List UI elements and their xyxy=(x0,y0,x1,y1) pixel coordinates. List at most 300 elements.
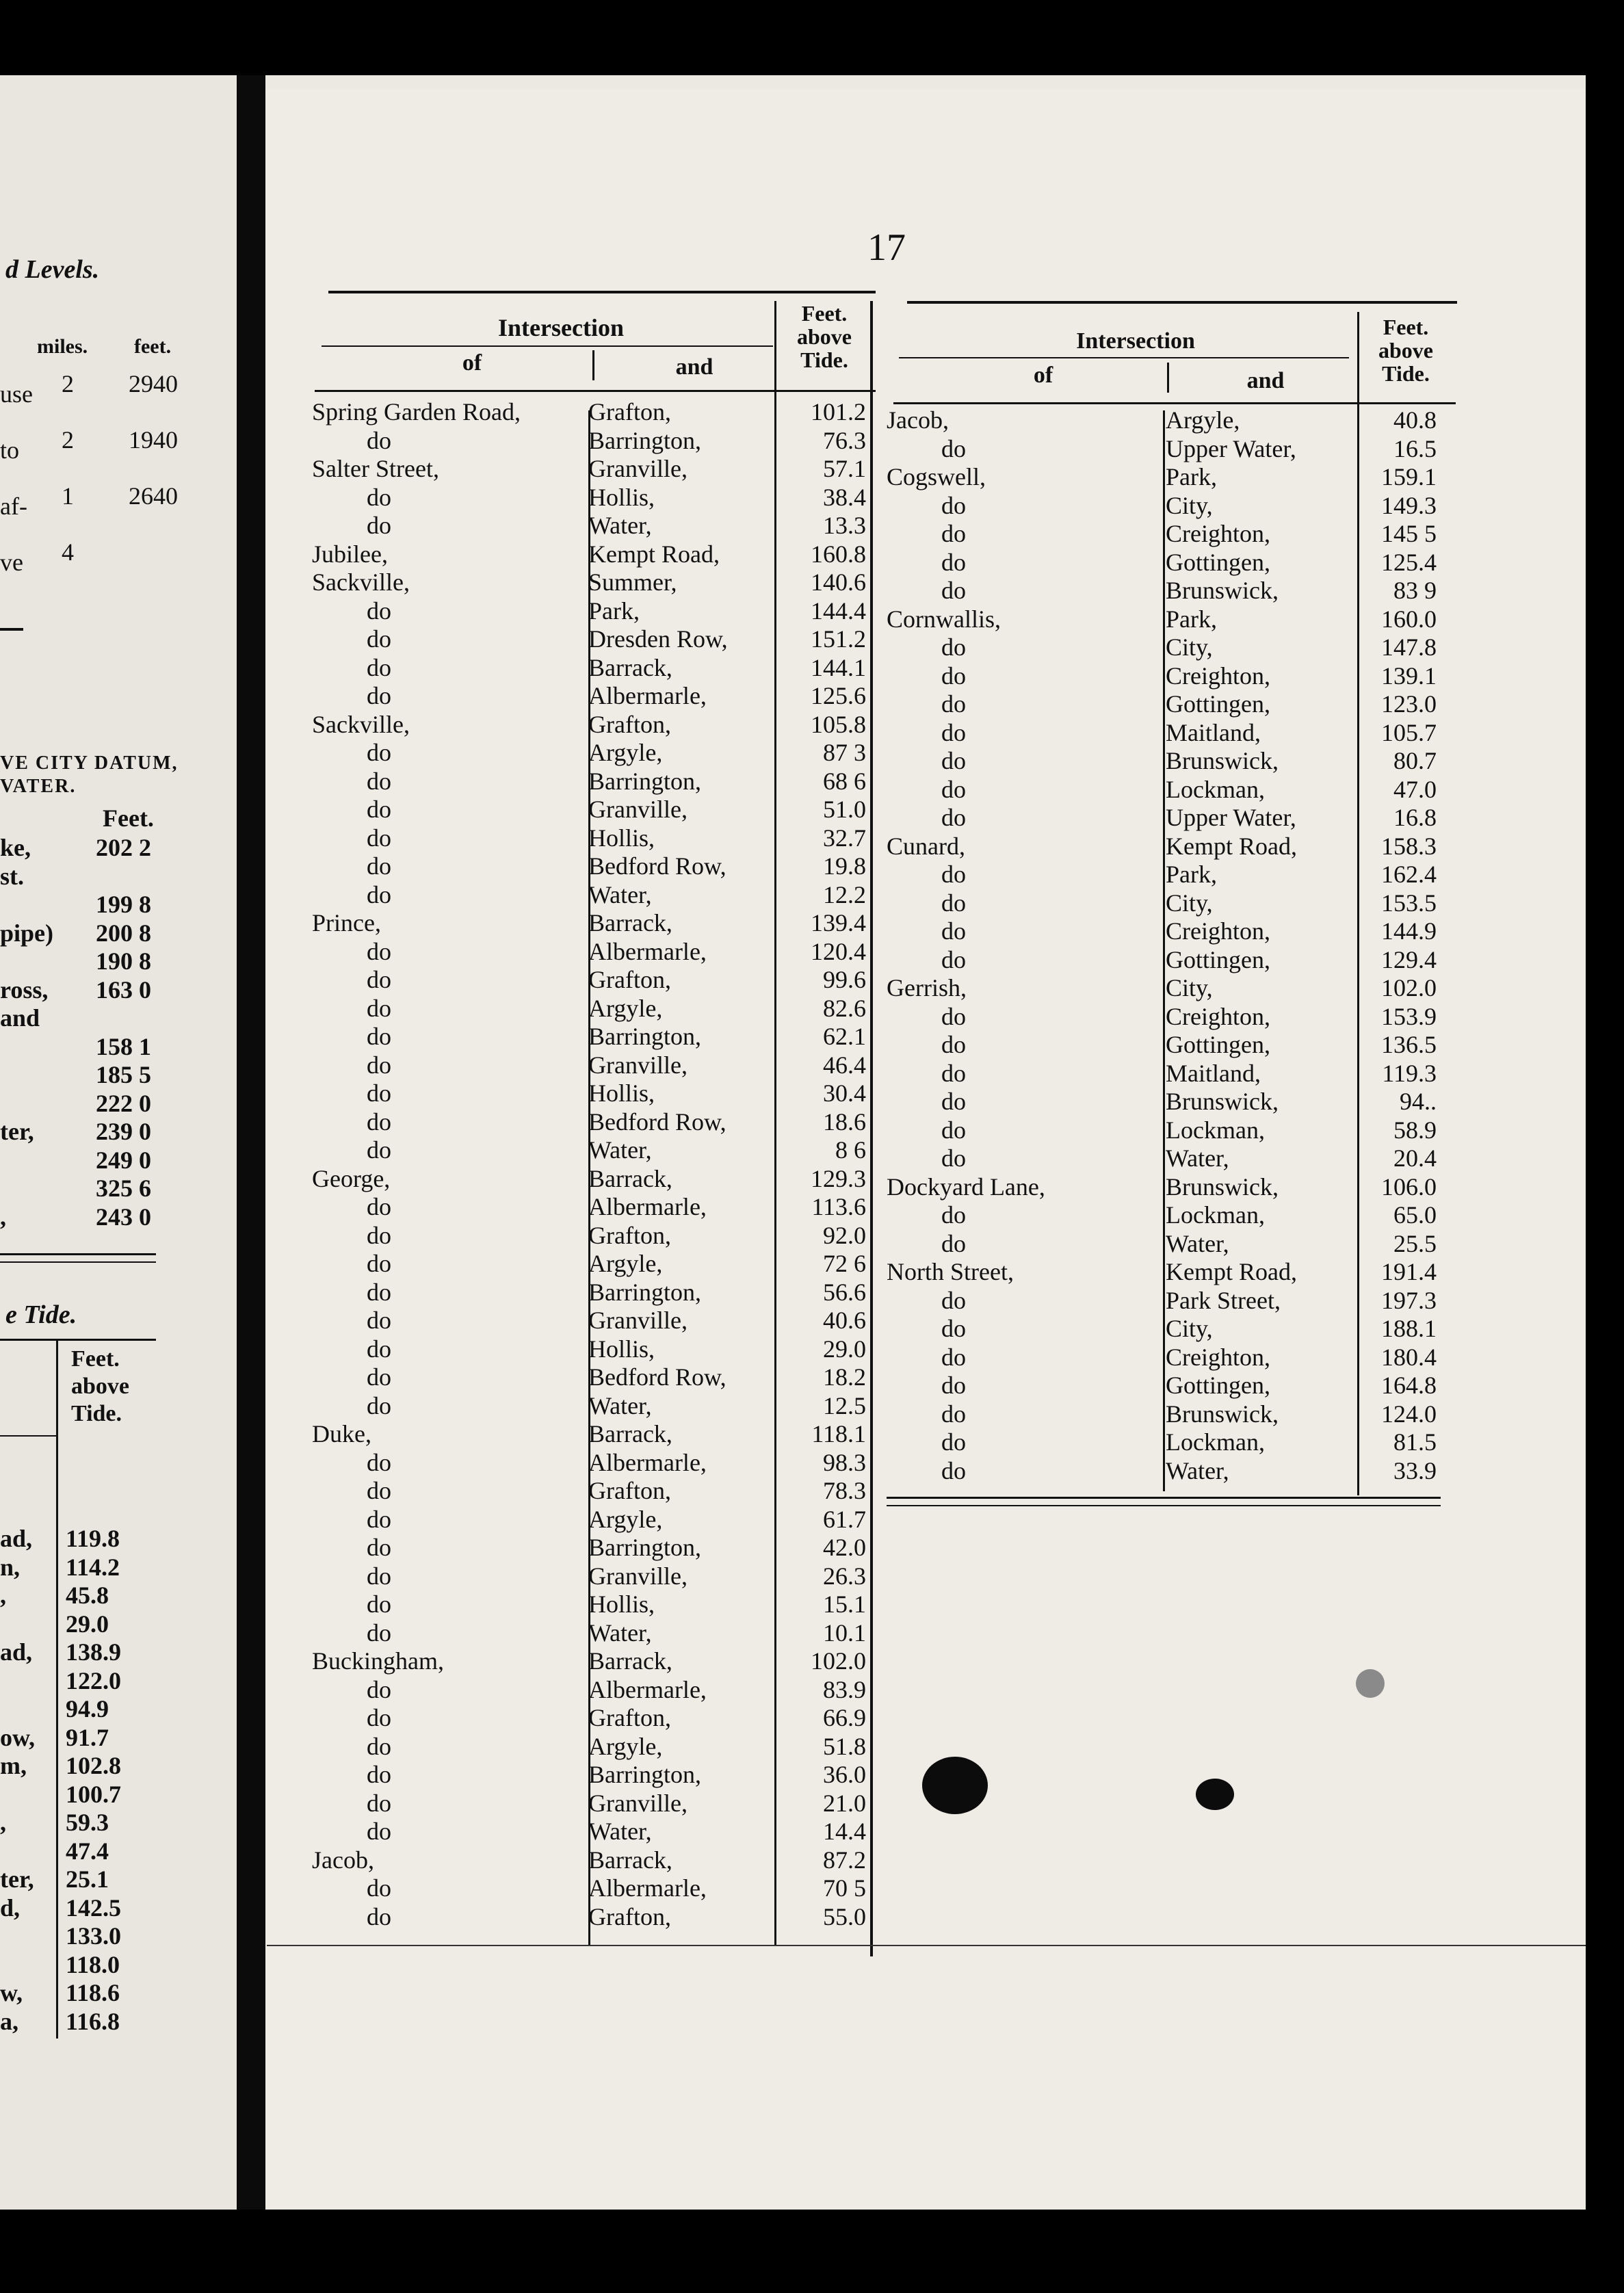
left-mid-cell: ke, xyxy=(0,834,31,861)
left-mid-cell: 239 0 xyxy=(96,1118,151,1145)
table2-and-cell: Water, xyxy=(1166,1144,1229,1172)
table2-value-cell: 160.0 xyxy=(1381,605,1437,633)
table1-value-cell: 99.6 xyxy=(823,966,866,993)
table1-value-cell: 139.4 xyxy=(811,909,866,936)
table1-of-cell: do xyxy=(367,767,391,795)
table1-of-column xyxy=(312,398,521,1931)
table2-value-cell: 58.9 xyxy=(1393,1116,1437,1144)
table2-value-cell: 159.1 xyxy=(1381,463,1437,490)
table1-and-cell: Hollis, xyxy=(588,1335,655,1363)
table1-value-cell: 21.0 xyxy=(823,1789,866,1817)
left-top-cell: ve xyxy=(0,549,23,576)
table2-of-cell: Gerrish, xyxy=(887,974,967,1001)
table1-value-cell: 83.9 xyxy=(823,1675,866,1703)
table1-value-cell: 92.0 xyxy=(823,1221,866,1249)
table2-and-cell: Gottingen, xyxy=(1166,1031,1270,1058)
table2-and-cell: City, xyxy=(1166,633,1213,661)
table2-and-divider xyxy=(1163,410,1165,1491)
table1-of-cell: do xyxy=(367,880,391,908)
left-top-cell: 2 xyxy=(62,370,74,397)
left-mid-cell: 185 5 xyxy=(96,1061,151,1088)
left-tide-header-line: above xyxy=(71,1374,129,1399)
table2-value-cell: 139.1 xyxy=(1381,661,1437,690)
table1-value-cell: 38.4 xyxy=(823,483,866,511)
stain-spot xyxy=(1356,1669,1385,1698)
left-bottom-cell: 59.3 xyxy=(66,1809,109,1836)
left-bottom-cell: 45.8 xyxy=(66,1582,109,1609)
table1-header-divider xyxy=(592,350,594,380)
table1-and-cell: Albermarle, xyxy=(588,937,707,965)
table1-of-cell: do xyxy=(367,1051,391,1079)
table2-of-cell: do xyxy=(941,718,966,746)
table1-value-cell: 118.1 xyxy=(811,1420,866,1447)
table1-value-cell: 144.1 xyxy=(811,653,866,681)
left-top-cell: af- xyxy=(0,493,27,520)
table1-of-cell: do xyxy=(367,1732,391,1760)
table1-value-cell: 160.8 xyxy=(811,540,866,568)
table2-value-cell: 162.4 xyxy=(1381,861,1437,888)
table2-of-cell: North Street, xyxy=(887,1258,1014,1285)
table2-and-cell: Park, xyxy=(1166,463,1217,490)
left-mid-cell: st. xyxy=(0,862,24,890)
left-bottom-cell: 142.5 xyxy=(66,1894,121,1922)
table2-of-cell: do xyxy=(941,1031,966,1058)
table2-value-divider xyxy=(1357,312,1359,1495)
table2-value-cell: 153.5 xyxy=(1381,889,1437,917)
table2-of-cell: Cunard, xyxy=(887,832,965,860)
table2-of-cell: Cornwallis, xyxy=(887,605,1001,633)
left-tide-title: e Tide. xyxy=(5,1300,77,1329)
table2-value-cell: 25.5 xyxy=(1393,1229,1437,1257)
table1-of-cell: Prince, xyxy=(312,909,381,936)
table2-value-cell: 106.0 xyxy=(1381,1172,1437,1201)
left-tide-rule-top xyxy=(0,1339,156,1341)
table1-and-cell: Argyle, xyxy=(588,1732,663,1760)
left-bottom-cell: , xyxy=(0,1582,6,1609)
table1-of-cell: do xyxy=(367,1874,391,1902)
left-top-cell: to xyxy=(0,436,20,464)
ink-blot-2 xyxy=(1196,1779,1234,1810)
page-bottom-rule xyxy=(267,1945,1586,1946)
table2-value-cell: 119.3 xyxy=(1382,1059,1437,1087)
table2-sub-rule xyxy=(899,357,1349,358)
table1-of-cell: do xyxy=(367,739,391,766)
left-bottom-cell: , xyxy=(0,1809,6,1836)
table1-feet-header-line: above xyxy=(797,324,852,349)
table2-value-cell: 197.3 xyxy=(1381,1286,1437,1314)
table1-of-cell: Spring Garden Road, xyxy=(312,398,521,425)
table1-of-cell: do xyxy=(367,1534,391,1561)
left-bottom-cell: 122.0 xyxy=(66,1666,121,1694)
table1-and-cell: Bedford Row, xyxy=(588,1363,726,1391)
table1-and-cell: Barrington, xyxy=(588,1023,701,1050)
table1-and-cell: Barrington, xyxy=(588,426,701,454)
table1-of-cell: do xyxy=(367,682,391,709)
table2-of-cell: do xyxy=(941,1059,966,1087)
left-bottom-cell: 138.9 xyxy=(66,1638,121,1666)
table1-and-cell: Grafton, xyxy=(588,710,671,738)
table1-sub-rule xyxy=(322,345,773,347)
table1-value-column xyxy=(780,398,866,1931)
table2-header-rule xyxy=(893,402,1456,404)
left-mid-cell: 199 8 xyxy=(96,891,151,918)
table2-value-cell: 105.7 xyxy=(1381,718,1437,746)
table1-value-cell: 19.8 xyxy=(823,852,866,880)
table2-of-cell: Jacob, xyxy=(887,406,949,434)
table2-of-cell: do xyxy=(941,861,966,888)
table1-value-cell: 87.2 xyxy=(823,1846,866,1874)
left-bottom-cell: 119.8 xyxy=(66,1525,120,1552)
table1-of-cell: do xyxy=(367,994,391,1022)
table2-and-cell: Lockman, xyxy=(1166,1116,1265,1144)
table1-value-cell: 76.3 xyxy=(823,426,866,454)
table1-of-cell: do xyxy=(367,625,391,653)
left-tide-header-line: Tide. xyxy=(71,1401,122,1426)
left-short-rule xyxy=(0,628,23,631)
table1-value-cell: 105.8 xyxy=(811,710,866,738)
table2-value-cell: 191.4 xyxy=(1381,1258,1437,1285)
table1-and-cell: Barrack, xyxy=(588,1164,672,1192)
table2-and-cell: Maitland, xyxy=(1166,1059,1261,1087)
table2-and-cell: Creighton, xyxy=(1166,1343,1270,1371)
left-bottom-cell: 100.7 xyxy=(66,1780,121,1808)
table1-value-cell: 13.3 xyxy=(823,512,866,539)
table1-value-cell: 113.6 xyxy=(811,1193,866,1220)
left-top-cell: 2940 xyxy=(129,370,178,397)
table2-value-cell: 80.7 xyxy=(1393,747,1437,774)
table2-top-rule xyxy=(907,301,1457,304)
table1-and-column xyxy=(588,398,728,1931)
left-bottom-cell: w, xyxy=(0,1979,23,2006)
table2-and-cell: Lockman, xyxy=(1166,1428,1265,1456)
left-mid-cell: 190 8 xyxy=(96,947,151,975)
left-mid-cell: ter, xyxy=(0,1118,34,1145)
table1-of-cell: do xyxy=(367,1250,391,1277)
table1-of-cell: do xyxy=(367,1761,391,1788)
table2-of-cell: do xyxy=(941,917,966,945)
table1-value-cell: 42.0 xyxy=(823,1534,866,1561)
table2-and-cell: Park, xyxy=(1166,605,1217,633)
left-bottom-cell: a, xyxy=(0,2007,18,2035)
table1-of-cell: do xyxy=(367,796,391,823)
table1-of-cell: do xyxy=(367,1363,391,1391)
table1-and-cell: Barrack, xyxy=(588,1846,672,1874)
table1-value-cell: 62.1 xyxy=(823,1023,866,1050)
table2-and-cell: Creighton, xyxy=(1166,520,1270,547)
table1-of-cell: do xyxy=(367,1278,391,1306)
table2-of-cell: do xyxy=(941,633,966,661)
table1-of-cell: do xyxy=(367,937,391,965)
table1-value-cell: 26.3 xyxy=(823,1562,866,1590)
table2-of-cell: do xyxy=(941,1343,966,1371)
table2-and-cell: Lockman, xyxy=(1166,1201,1265,1229)
table2-and-cell: Gottingen, xyxy=(1166,548,1270,576)
table2-value-cell: 149.3 xyxy=(1381,491,1437,519)
left-mid-cell: 243 0 xyxy=(96,1203,151,1231)
table2-value-cell: 123.0 xyxy=(1381,690,1437,718)
left-mid-cell: ross, xyxy=(0,975,49,1004)
table2-value-cell: 164.8 xyxy=(1381,1372,1437,1399)
table1-of-cell: do xyxy=(367,1193,391,1220)
table1-value-cell: 151.2 xyxy=(811,625,866,653)
left-bottom-cell: ter, xyxy=(0,1865,34,1893)
table1-value-cell: 120.4 xyxy=(811,937,866,965)
table2-value-cell: 153.9 xyxy=(1381,1002,1437,1030)
left-tide-vertical-rule xyxy=(56,1341,58,2039)
table1-value-cell: 46.4 xyxy=(823,1051,866,1079)
table1-feet-header-line: Tide. xyxy=(800,348,848,372)
table2-value-cell: 129.4 xyxy=(1381,945,1437,973)
table2-and-cell: Brunswick, xyxy=(1166,747,1279,774)
table1-of-cell: do xyxy=(367,1902,391,1930)
table1-and-cell: Argyle, xyxy=(588,739,663,766)
table2-of-cell: do xyxy=(941,434,966,462)
table1-value-cell: 102.0 xyxy=(811,1647,866,1675)
left-bottom-cell: ow, xyxy=(0,1723,36,1751)
table1-value-cell: 144.4 xyxy=(811,597,866,625)
table2-and-cell: Creighton, xyxy=(1166,917,1270,945)
table1-and-cell: Barrington, xyxy=(588,1278,701,1306)
table1-and-cell: Barrack, xyxy=(588,1647,672,1675)
table1-and-cell: Barrington, xyxy=(588,1761,701,1788)
table1-and-cell: Granville, xyxy=(588,455,687,482)
table2-value-column xyxy=(1360,406,1437,1485)
table1-of-cell: do xyxy=(367,1136,391,1164)
table1-and-cell: Argyle, xyxy=(588,1250,663,1277)
table2-feet-header-line: Feet. xyxy=(1383,315,1429,339)
left-bottom-cell: m, xyxy=(0,1752,27,1779)
left-bottom-cell: 91.7 xyxy=(66,1723,109,1751)
table1-and-cell: Water, xyxy=(588,880,652,908)
table1-and-cell: Bedford Row, xyxy=(588,1108,726,1136)
table2-and-cell: Brunswick, xyxy=(1166,577,1279,604)
table2-value-cell: 94.. xyxy=(1400,1088,1437,1115)
left-mid-cell: 158 1 xyxy=(96,1032,151,1060)
left-top-cell: 1940 xyxy=(129,426,178,454)
table2-value-cell: 47.0 xyxy=(1393,775,1437,803)
left-datum-line: VATER. xyxy=(0,776,77,797)
left-bottom-cell: 114.2 xyxy=(66,1553,120,1581)
table1-and-cell: Argyle, xyxy=(588,1505,663,1533)
table1-value-cell: 98.3 xyxy=(823,1448,866,1476)
table1-and-cell: Water, xyxy=(588,1818,652,1845)
left-feet-label: Feet. xyxy=(103,804,154,832)
left-top-cell: use xyxy=(0,380,33,408)
page-number: 17 xyxy=(867,226,906,269)
table1-of-cell: Buckingham, xyxy=(312,1647,444,1675)
table2-value-cell: 188.1 xyxy=(1381,1315,1437,1342)
table1-of-cell: Salter Street, xyxy=(312,455,439,482)
table2-and-cell: Creighton, xyxy=(1166,1002,1270,1030)
table1-value-cell: 57.1 xyxy=(823,455,866,482)
left-bottom-cell: 116.8 xyxy=(66,2007,120,2035)
table1-and-cell: Hollis, xyxy=(588,483,655,511)
table1-and-cell: Granville, xyxy=(588,1307,687,1334)
table1-and-cell: Granville, xyxy=(588,1789,687,1817)
table1-of-cell: do xyxy=(367,597,391,625)
table1-of-cell: Sackville, xyxy=(312,568,410,596)
left-mid-cell: , xyxy=(0,1203,6,1231)
table2-and-cell: City, xyxy=(1166,889,1213,917)
left-bottom-cell: 133.0 xyxy=(66,1922,121,1950)
left-top-cell: 2 xyxy=(62,426,74,454)
left-bottom-cell: 47.4 xyxy=(66,1837,109,1865)
table1-and-cell: Water, xyxy=(588,512,652,539)
left-bottom-cell: 29.0 xyxy=(66,1610,109,1638)
table2-of-cell: do xyxy=(941,690,966,718)
left-top-cell: 4 xyxy=(62,538,74,566)
table1-value-cell: 87 3 xyxy=(823,739,866,766)
table1-value-cell: 8 6 xyxy=(835,1136,866,1164)
table1-and-cell: Hollis, xyxy=(588,824,655,852)
table1-of-cell: do xyxy=(367,1221,391,1249)
left-mid-cell: 200 8 xyxy=(96,919,151,947)
left-mid-cell: pipe) xyxy=(0,919,54,947)
table1-of-cell: do xyxy=(367,1619,391,1647)
table2-of-cell: do xyxy=(941,1088,966,1115)
table2-and-cell: Brunswick, xyxy=(1166,1400,1279,1428)
table1-and-cell: Summer, xyxy=(588,568,677,596)
table2-and-cell: Kempt Road, xyxy=(1166,832,1297,860)
left-top-cell: 1 xyxy=(62,482,74,510)
table2-of-cell: do xyxy=(941,1456,966,1484)
table2-header-divider xyxy=(1167,363,1169,393)
table1-value-cell: 15.1 xyxy=(823,1590,866,1618)
table2-feet-header-line: Tide. xyxy=(1382,361,1430,386)
table1-and-cell: Water, xyxy=(588,1136,652,1164)
table2-of-cell: do xyxy=(941,1144,966,1172)
table2-of-column xyxy=(887,406,1045,1485)
left-bottom-cell: d, xyxy=(0,1894,21,1922)
table1-and-header: and xyxy=(675,354,713,380)
table2-and-cell: Park, xyxy=(1166,861,1217,888)
table1-of-cell: do xyxy=(367,1108,391,1136)
table1-of-cell: do xyxy=(367,1335,391,1363)
table2-of-cell: do xyxy=(941,1201,966,1229)
table1-of-cell: Duke, xyxy=(312,1420,371,1447)
table2-of-cell: do xyxy=(941,889,966,917)
table1-and-cell: Kempt Road, xyxy=(588,540,720,568)
table2-of-cell: do xyxy=(941,577,966,604)
left-tide-header-rule xyxy=(0,1435,56,1437)
table1-of-cell: do xyxy=(367,1818,391,1845)
table2-value-cell: 16.5 xyxy=(1393,434,1437,462)
table1-of-cell: do xyxy=(367,1391,391,1419)
table1-value-cell: 61.7 xyxy=(823,1505,866,1533)
left-mid-cell: 325 6 xyxy=(96,1175,151,1202)
table2-and-cell: Water, xyxy=(1166,1229,1229,1257)
table1-and-cell: Grafton, xyxy=(588,1221,671,1249)
table2-and-cell: City, xyxy=(1166,491,1213,519)
left-bottom-cell: ad, xyxy=(0,1638,33,1666)
table2-value-cell: 33.9 xyxy=(1393,1456,1437,1484)
table1-and-cell: Barrack, xyxy=(588,909,672,936)
table1-and-cell: Dresden Row, xyxy=(588,625,728,653)
table1-and-cell: Albermarle, xyxy=(588,1874,707,1902)
table2-value-cell: 20.4 xyxy=(1393,1144,1437,1172)
table1-intersection-header: Intersection xyxy=(498,314,624,341)
table1-value-cell: 70 5 xyxy=(823,1874,866,1902)
table1-and-cell: Park, xyxy=(588,597,640,625)
table1-value-cell: 36.0 xyxy=(823,1761,866,1788)
table1-value-cell: 55.0 xyxy=(823,1902,866,1930)
left-bottom-cell: 102.8 xyxy=(66,1752,121,1779)
table1-value-cell: 68 6 xyxy=(823,767,866,795)
left-top-cell: 2640 xyxy=(129,482,178,510)
table2-of-cell: do xyxy=(941,945,966,973)
table1-value-divider xyxy=(774,301,776,1946)
left-title-fragment: d Levels. xyxy=(5,255,100,284)
table2-intersection-header: Intersection xyxy=(1076,328,1195,354)
table1-of-cell: do xyxy=(367,852,391,880)
left-mid-cell: 222 0 xyxy=(96,1089,151,1117)
table1-of-cell: do xyxy=(367,1448,391,1476)
table2-of-cell: do xyxy=(941,747,966,774)
left-page-fragment xyxy=(0,75,237,2210)
table1-value-cell: 12.2 xyxy=(823,880,866,908)
table1-and-cell: Granville, xyxy=(588,1562,687,1590)
table1-of-cell: Jubilee, xyxy=(312,540,388,568)
table1-value-cell: 30.4 xyxy=(823,1079,866,1107)
table1-of-cell: Sackville, xyxy=(312,710,410,738)
table2-value-cell: 124.0 xyxy=(1381,1400,1437,1428)
table1-and-cell: Hollis, xyxy=(588,1079,655,1107)
table2-and-cell: Creighton, xyxy=(1166,661,1270,690)
table2-value-cell: 125.4 xyxy=(1381,548,1437,576)
ink-blot-1 xyxy=(922,1757,988,1814)
table1-and-cell: Albermarle, xyxy=(588,1675,707,1703)
table1-of-cell: do xyxy=(367,824,391,852)
table1-of-cell: do xyxy=(367,653,391,681)
table1-and-cell: Barrack, xyxy=(588,653,672,681)
table2-and-cell: Argyle, xyxy=(1166,406,1240,434)
table2-value-cell: 40.8 xyxy=(1393,406,1437,434)
table1-of-header: of xyxy=(462,350,482,376)
table1-value-cell: 10.1 xyxy=(823,1619,866,1647)
table1-value-cell: 129.3 xyxy=(811,1164,866,1192)
left-datum-line: VE CITY DATUM, xyxy=(0,752,179,774)
table2-of-cell: do xyxy=(941,1116,966,1144)
table1-and-cell: Granville, xyxy=(588,1051,687,1079)
table1-and-cell: Barrack, xyxy=(588,1420,672,1447)
table1-value-cell: 78.3 xyxy=(823,1477,866,1504)
table2-of-cell: do xyxy=(941,520,966,547)
table2-of-cell: do xyxy=(941,1400,966,1428)
table2-value-cell: 81.5 xyxy=(1393,1428,1437,1456)
table2-value-cell: 65.0 xyxy=(1393,1201,1437,1229)
table2-and-cell: Brunswick, xyxy=(1166,1088,1279,1115)
table2-value-cell: 147.8 xyxy=(1381,633,1437,661)
table2-and-cell: Kempt Road, xyxy=(1166,1258,1297,1285)
left-bottom-cell: 94.9 xyxy=(66,1695,109,1722)
table1-of-cell: do xyxy=(367,1023,391,1050)
table1-of-cell: do xyxy=(367,483,391,511)
table2-of-cell: do xyxy=(941,1315,966,1342)
table2-and-cell: Water, xyxy=(1166,1456,1229,1484)
left-col-miles: miles. xyxy=(37,335,88,358)
table1-of-cell: Jacob, xyxy=(312,1846,374,1874)
table1-of-cell: do xyxy=(367,966,391,993)
table1-and-cell: Barrington, xyxy=(588,767,701,795)
table1-value-cell: 51.8 xyxy=(823,1732,866,1760)
table2-value-cell: 180.4 xyxy=(1381,1343,1437,1371)
table2-value-cell: 16.8 xyxy=(1393,804,1437,831)
table2-of-cell: do xyxy=(941,1002,966,1030)
table1-and-cell: Bedford Row, xyxy=(588,852,726,880)
table2-and-cell: Brunswick, xyxy=(1166,1172,1279,1201)
table2-value-cell: 102.0 xyxy=(1381,974,1437,1001)
table2-and-cell: Lockman, xyxy=(1166,775,1265,803)
